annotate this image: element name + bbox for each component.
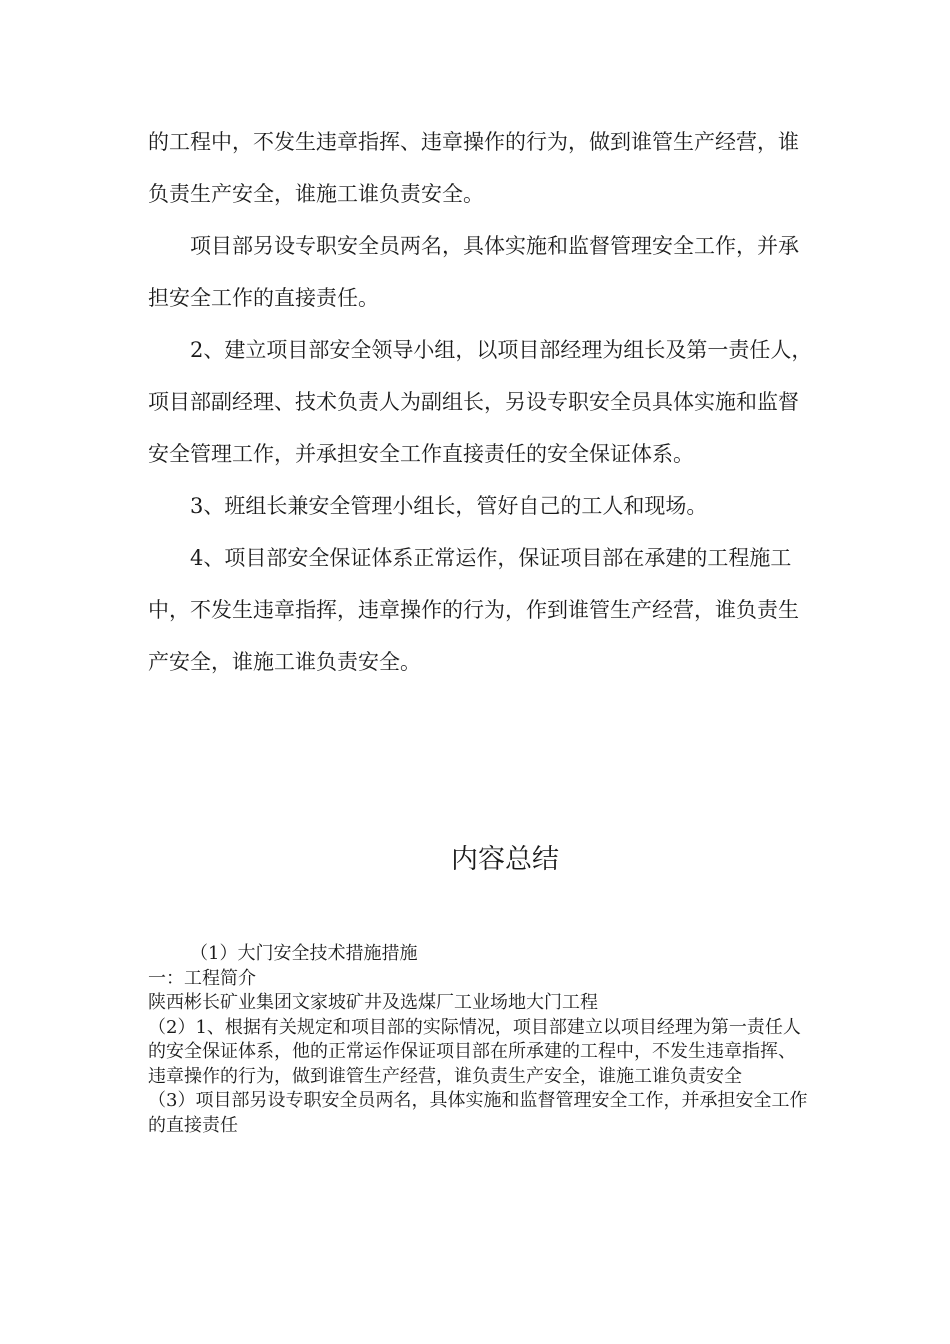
paragraph-safety-officer: 项目部另设专职安全员两名，具体实施和监督管理安全工作，并承担安全工作的直接责任。	[148, 234, 799, 310]
paragraph-item-4: 4、项目部安全保证体系正常运作，保证项目部在承建的工程施工中，不发生违章指挥，违章操作的行为，作到谁管生产经营，谁负责生产安全，谁施工谁负责安全。	[148, 546, 799, 674]
paragraph-item-3: 3、班组长兼安全管理小组长，管好自己的工人和现场。	[190, 494, 708, 518]
summary-line-3: 陕西彬长矿业集团文家坡矿井及选煤厂工业场地大门工程	[148, 992, 598, 1013]
summary-line-1: （1）大门安全技术措施措施	[190, 943, 418, 964]
summary-title: 内容总结	[451, 844, 559, 875]
summary-section	[148, 942, 808, 1138]
body-text	[148, 116, 818, 688]
paragraph-continuation: 的工程中，不发生违章指挥、违章操作的行为，做到谁管生产经营，谁负责生产安全，谁施工谁负责安全。	[148, 130, 799, 206]
paragraph-item-2: 2、建立项目部安全领导小组，以项目部经理为组长及第一责任人，项目部副经理、技术负责人为副组长，另设专职安全员具体实施和监督安全管理工作，并承担安全工作直接责任的安全保证体系。	[148, 338, 813, 466]
summary-line-5: （3）项目部另设专职安全员两名，具体实施和监督管理安全工作，并承担安全工作的直接责任	[148, 1090, 808, 1136]
summary-line-2: 一：工程简介	[148, 967, 256, 989]
summary-line-4: （2）1、根据有关规定和项目部的实际情况，项目部建立以项目经理为第一责任人的安全保证体系，他的正常运作保证项目部在所承建的工程中，不发生违章指挥、违章操作的行为，做到谁管生产经营，谁负责生产安全，谁施工谁负责安全	[148, 1016, 801, 1087]
